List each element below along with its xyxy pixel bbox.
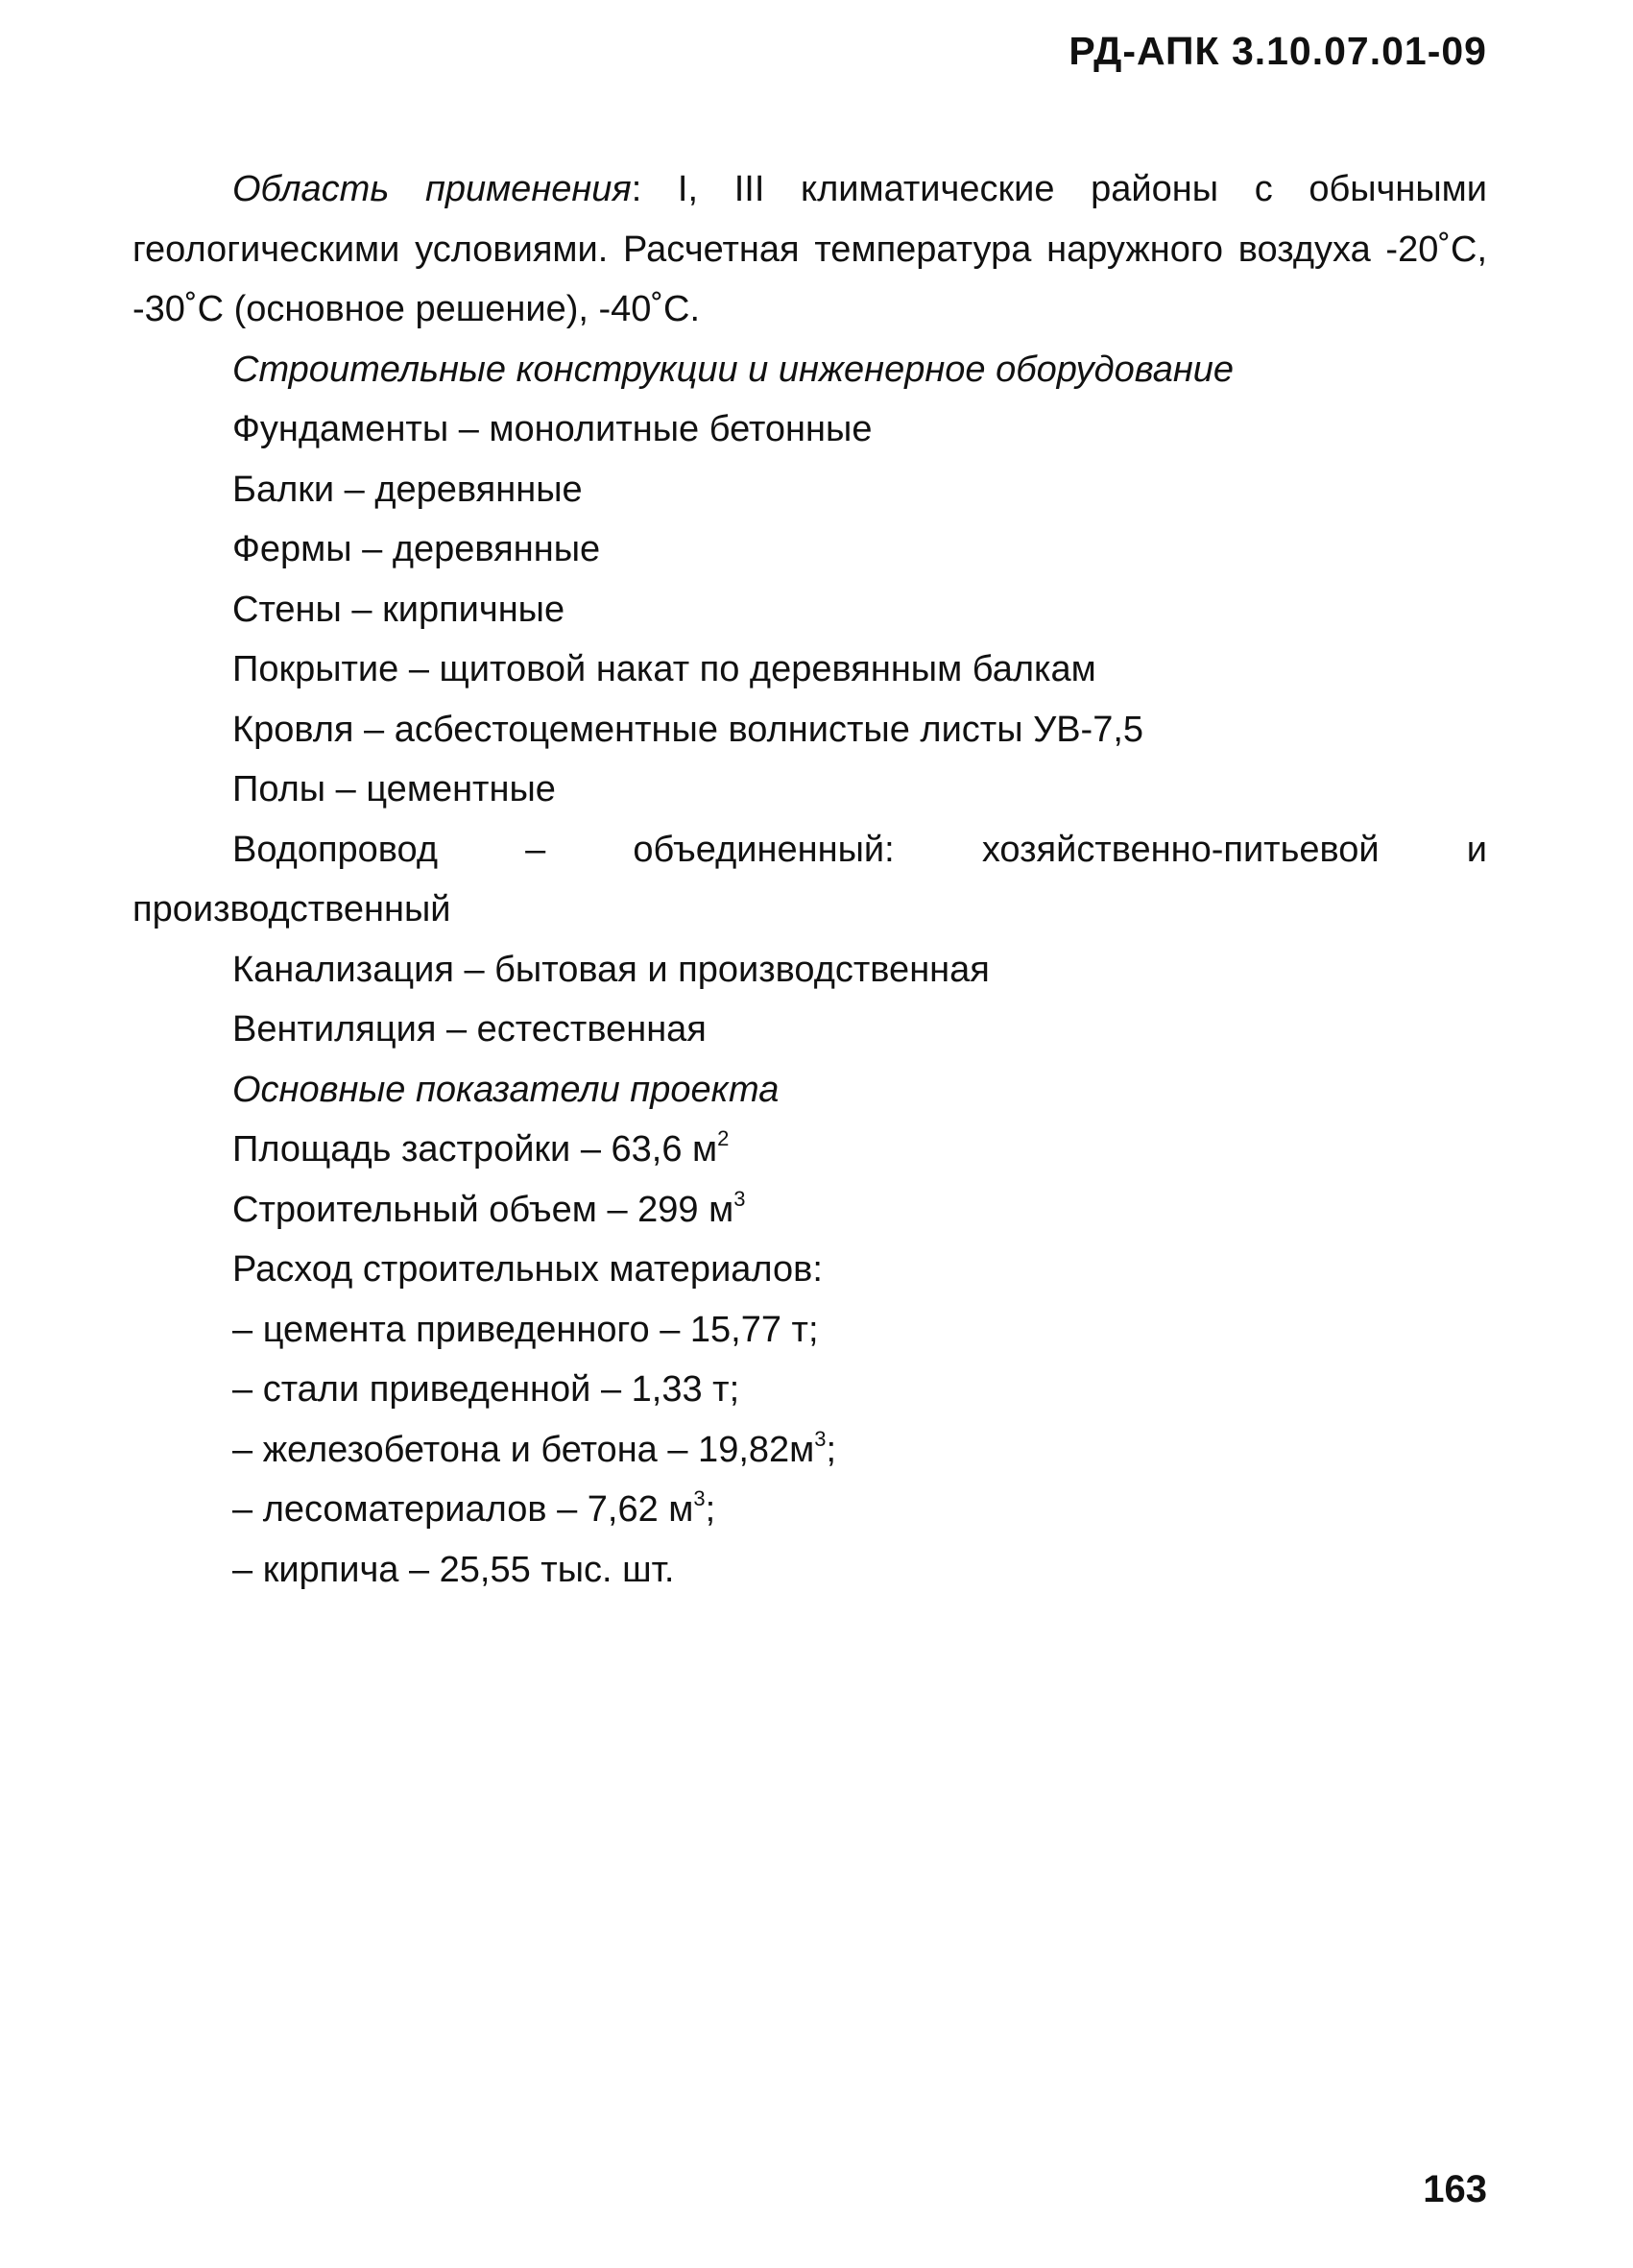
superscript: 2 <box>717 1126 730 1150</box>
scope-label: Область применения <box>232 169 632 209</box>
construction-heading: Строительные конструкции и инженерное оборудование <box>232 349 1235 390</box>
indicator-building-area <box>132 1120 1487 1180</box>
construction-item-walls: Стены – кирпичные <box>232 589 565 630</box>
superscript: 3 <box>814 1426 827 1451</box>
construction-item-sewerage: Канализация – бытовая и производственная <box>232 949 990 990</box>
construction-item-roofing: Кровля – асбестоцементные волнистые листы УВ-7,5 <box>232 709 1144 750</box>
indicator-building-area-text: Площадь застройки – 63,6 м <box>232 1129 718 1170</box>
punctuation: ; <box>826 1429 837 1470</box>
material-steel: – стали приведенной – 1,33 т; <box>232 1369 740 1410</box>
material-brick: – кирпича – 25,55 тыс. шт. <box>232 1549 675 1590</box>
page-number: 163 <box>1423 2168 1487 2210</box>
construction-item-water-supply: Водопровод – объединенный: хозяйственно-питьевой и производственный <box>132 829 1487 929</box>
document-body <box>132 159 1487 1600</box>
indicators-heading: Основные показатели проекта <box>232 1069 780 1110</box>
scope-paragraph <box>132 159 1487 340</box>
superscript: 3 <box>693 1486 706 1510</box>
construction-item-covering: Покрытие – щитовой накат по деревянным балкам <box>232 649 1096 689</box>
material-timber <box>132 1480 1487 1540</box>
materials-heading: Расход строительных материалов: <box>232 1249 823 1290</box>
construction-item-trusses: Фермы – деревянные <box>232 529 601 569</box>
construction-item-beams: Балки – деревянные <box>232 469 583 510</box>
punctuation: ; <box>705 1489 716 1530</box>
construction-item-floors: Полы – цементные <box>232 769 556 809</box>
construction-item-foundations: Фундаменты – монолитные бетонные <box>232 409 873 449</box>
material-concrete-text: – железобетона и бетона – 19,82м <box>232 1429 815 1470</box>
material-timber-text: – лесоматериалов – 7,62 м <box>232 1489 694 1530</box>
material-concrete <box>132 1420 1487 1481</box>
document-header-code: РД-АПК 3.10.07.01-09 <box>1069 29 1487 73</box>
superscript: 3 <box>733 1186 746 1211</box>
indicator-building-volume <box>132 1180 1487 1241</box>
scope-text: : I, III климатические районы с обычными геологическими условиями. Расчетная температура наружного воздуха -20˚С, -30˚С (основное решение), -40˚С. <box>132 169 1488 329</box>
construction-item-ventilation: Вентиляция – естественная <box>232 1009 707 1050</box>
indicator-building-volume-text: Строительный объем – 299 м <box>232 1189 734 1230</box>
material-cement: – цемента приведенного – 15,77 т; <box>232 1309 819 1350</box>
